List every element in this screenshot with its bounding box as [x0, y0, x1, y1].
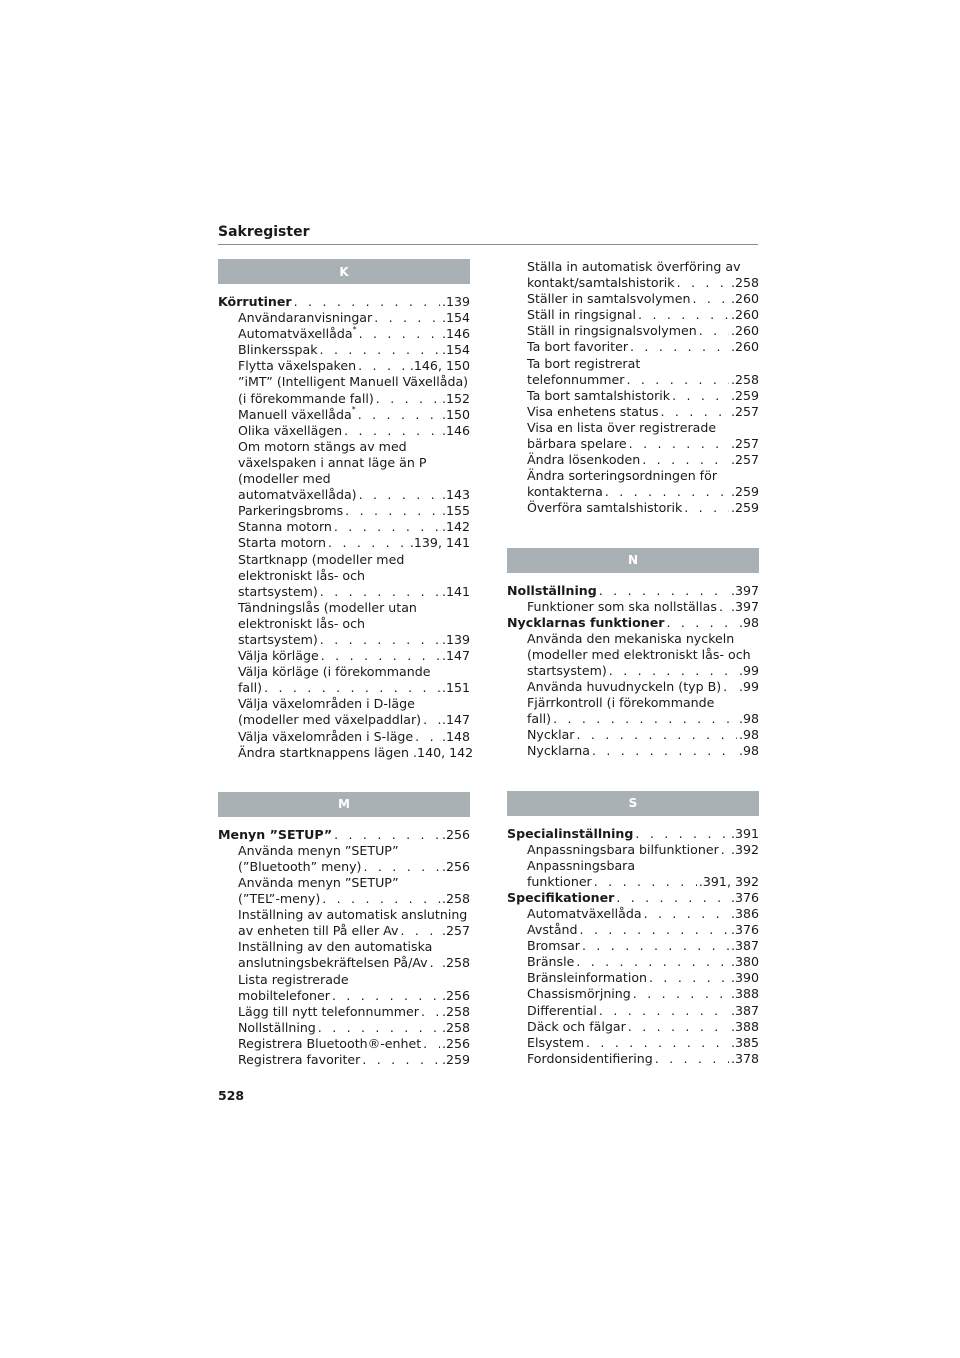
dot-leader — [582, 938, 729, 954]
index-entry-sub — [218, 972, 470, 1004]
index-entry-sub — [507, 291, 759, 307]
index-column-right — [507, 259, 759, 1067]
index-entry-label: Specifikationer — [507, 889, 615, 905]
index-entry-sub — [218, 600, 470, 648]
index-entry-page: .139, 141 — [409, 535, 470, 551]
index-entry-text-line: ”iMT” (Intelligent Manuell Växellåda) — [238, 374, 469, 390]
index-entry-label: Ta bort favoriter — [527, 339, 628, 355]
index-entry-sub — [218, 374, 470, 406]
index-column-left — [218, 259, 474, 1068]
index-entry-sub — [507, 970, 759, 986]
index-entry-page: .260 — [730, 307, 759, 323]
index-entry-sub — [507, 323, 759, 339]
index-entry-sub — [507, 727, 759, 743]
index-entry-label: Fordonsidentifiering — [527, 1050, 653, 1066]
index-entry-page: .256 — [441, 987, 470, 1003]
index-entry-label: Menyn ”SETUP” — [218, 826, 333, 842]
dot-leader — [294, 294, 440, 310]
index-entry-page: .257 — [730, 452, 759, 468]
index-entry-sub — [218, 358, 470, 374]
index-entry-sub — [218, 907, 470, 939]
dot-leader — [594, 874, 697, 890]
index-entry-label: Automatväxellåda* — [238, 325, 357, 342]
index-entry-label: Nollställning — [507, 582, 597, 598]
index-entry-sub — [507, 599, 759, 615]
dot-leader — [635, 826, 729, 842]
index-entry-sub — [507, 842, 759, 858]
dot-leader — [721, 842, 729, 858]
index-entry-label: Registrera favoriter — [238, 1052, 361, 1068]
index-entry-list — [218, 294, 474, 761]
index-entry-sub — [507, 1019, 759, 1035]
index-entry-page: .376 — [730, 922, 759, 938]
index-entry-label: Ta bort samtalshistorik — [527, 387, 671, 403]
dot-leader — [626, 372, 728, 388]
index-entry-sub — [218, 1004, 470, 1020]
dot-leader — [644, 906, 729, 922]
index-entry-page: .387 — [730, 938, 759, 954]
index-entry-text-line: växelspaken i annat läge än P — [238, 454, 427, 470]
index-entry-sub — [218, 843, 470, 875]
index-entry-page: .98 — [738, 711, 759, 727]
index-entry-page: .147 — [441, 712, 470, 728]
index-section — [507, 548, 759, 760]
index-entry-label: kontakt/samtalshistorik — [527, 275, 675, 291]
index-entry-page: .257 — [441, 923, 470, 939]
index-entry-sub — [218, 342, 470, 358]
index-entry-text-line: Om motorn stängs av med — [238, 438, 407, 454]
index-entry-label: Bromsar — [527, 938, 580, 954]
dot-leader — [358, 358, 408, 374]
index-entry-text-line: Ändra sorteringsordningen för — [527, 468, 717, 484]
index-entry-label: av enheten till På eller Av — [238, 923, 399, 939]
dot-leader — [592, 743, 737, 759]
dot-leader — [642, 452, 729, 468]
index-entry-sub — [507, 743, 759, 759]
dot-leader — [358, 407, 440, 423]
index-entry-label: Ställer in samtalsvolymen — [527, 291, 691, 307]
index-entry-sub — [218, 696, 470, 728]
index-entry-text-line: (modeller med — [238, 471, 331, 487]
index-entry-label: telefonnummer — [527, 371, 625, 387]
index-entry-main — [507, 583, 759, 599]
dot-leader — [609, 663, 737, 679]
index-entry-text-line: Lista registrerade — [238, 971, 349, 987]
index-entry-label: Avstånd — [527, 922, 578, 938]
index-entry-label: Elsystem — [527, 1034, 584, 1050]
dot-leader — [376, 391, 440, 407]
index-entry-page: .151 — [441, 680, 470, 696]
index-section — [218, 259, 474, 761]
index-entry-sub — [507, 468, 759, 500]
dot-leader — [638, 307, 729, 323]
index-entry-sub — [507, 858, 759, 890]
index-entry-page: .139 — [441, 294, 470, 309]
index-entry-label: Stanna motorn — [238, 519, 332, 535]
index-entry-label: Ställ in ringsignalsvolymen — [527, 323, 697, 339]
index-entry-page: .150 — [441, 406, 470, 422]
index-entry-page: .380 — [730, 954, 759, 970]
index-entry-page: .256 — [441, 858, 470, 874]
index-entry-sub — [218, 729, 470, 745]
dot-leader — [334, 827, 440, 843]
index-entry-page: .99 — [738, 679, 759, 695]
index-entry-text-line: Använda den mekaniska nyckeln — [527, 630, 735, 646]
dot-leader — [719, 599, 729, 615]
dot-leader — [362, 1052, 440, 1068]
index-entry-label: Starta motorn — [238, 535, 327, 551]
index-entry-label: Blinkersspak — [238, 342, 318, 358]
index-entry-label: (”Bluetooth” meny) — [238, 858, 362, 874]
index-entry-text-line: Använda menyn ”SETUP” — [238, 875, 399, 890]
dot-leader — [401, 923, 440, 939]
dot-leader — [692, 291, 729, 307]
dot-leader — [359, 326, 440, 342]
index-entry-page: .140, 142 — [413, 744, 474, 760]
index-entry-page: .258 — [441, 891, 470, 907]
index-entry-text-line: Välja körläge (i förekommande — [238, 664, 431, 680]
index-entry-page: .154 — [441, 310, 470, 326]
index-entry-label: mobiltelefoner — [238, 987, 330, 1003]
index-entry-label: Däck och fälgar — [527, 1018, 626, 1034]
section-letter-header: M — [218, 792, 470, 817]
dot-leader — [423, 1036, 440, 1052]
index-entry-page: .147 — [441, 648, 470, 664]
index-entry-list-continued — [507, 259, 759, 517]
dot-leader — [423, 712, 440, 728]
index-entry-sub — [218, 326, 470, 342]
index-entry-sub — [218, 875, 470, 907]
index-section — [507, 791, 759, 1067]
index-entry-label: Funktioner som ska nollställas — [527, 598, 717, 614]
dot-leader — [666, 615, 737, 631]
dot-leader — [322, 891, 440, 907]
index-entry-label: fall) — [527, 711, 552, 727]
index-entry-sub — [218, 407, 470, 423]
index-entry-sub — [507, 986, 759, 1002]
index-entry-list — [218, 827, 470, 1068]
index-entry-label: startsystem) — [238, 583, 318, 599]
dot-leader — [328, 535, 408, 551]
index-entry-sub — [507, 922, 759, 938]
index-entry-label: Parkeringsbroms — [238, 503, 344, 519]
index-entry-label: Chassismörjning — [527, 986, 631, 1002]
index-entry-page: .155 — [441, 503, 470, 519]
index-entry-label: Ställ in ringsignal — [527, 307, 637, 323]
index-entry-label: startsystem) — [238, 631, 318, 647]
index-entry-page: .99 — [738, 662, 759, 678]
index-entry-label: Flytta växelspaken — [238, 358, 357, 374]
index-entry-text-line: Tändningslås (modeller utan — [238, 599, 417, 615]
dot-leader — [577, 727, 737, 743]
section-letter-header: S — [507, 791, 759, 816]
index-entry-label: Överföra samtalshistorik — [527, 500, 683, 516]
index-entry-sub — [218, 1052, 470, 1068]
index-entry-list — [507, 826, 759, 1067]
index-entry-sub — [507, 695, 759, 727]
index-entry-label: Körrutiner — [218, 294, 292, 309]
index-entry-page: .154 — [441, 342, 470, 358]
index-entry-label: Lägg till nytt telefonnummer — [238, 1003, 419, 1019]
index-entry-page: .258 — [441, 1019, 470, 1035]
dot-leader — [633, 986, 729, 1002]
index-entry-page: .378 — [730, 1050, 759, 1066]
index-entry-page: .143 — [441, 487, 470, 503]
section-letter-header: N — [507, 548, 759, 573]
index-entry-page: .260 — [730, 339, 759, 355]
index-section — [218, 792, 470, 1068]
dot-leader — [415, 729, 440, 745]
index-entry-main — [507, 890, 759, 906]
index-entry-sub — [507, 500, 759, 516]
index-entry-label: (i förekommande fall) — [238, 390, 374, 406]
index-entry-page: .98 — [738, 727, 759, 743]
index-entry-page: .392 — [730, 841, 759, 857]
index-entry-label: Ändra startknappens lägen — [238, 744, 410, 760]
index-entry-sub — [218, 648, 470, 664]
index-entry-label: Användaranvisningar — [238, 310, 373, 326]
index-entry-sub — [218, 423, 470, 439]
index-entry-page: .388 — [730, 986, 759, 1002]
index-entry-sub — [507, 388, 759, 404]
dot-leader — [630, 339, 729, 355]
index-entry-sub — [507, 631, 759, 679]
index-entry-label: Välja växelområden i S-läge — [238, 728, 414, 744]
index-entry-text-line: elektroniskt lås- och — [238, 615, 366, 631]
index-entry-sub — [218, 1020, 470, 1036]
index-entry-sub — [507, 906, 759, 922]
index-entry-page: .390 — [730, 970, 759, 986]
dot-leader — [684, 500, 729, 516]
index-entry-text-line: Visa en lista över registrerade — [527, 419, 717, 435]
index-entry-page: .376 — [730, 889, 759, 905]
index-entry-sub — [218, 535, 470, 551]
index-entry-sub — [218, 439, 470, 503]
index-entry-sub — [218, 744, 474, 761]
dot-leader — [363, 859, 439, 875]
dot-leader — [649, 970, 729, 986]
index-entry-sub — [507, 938, 759, 954]
dot-leader — [605, 484, 729, 500]
index-entry-label: Bränsleinformation — [527, 970, 648, 986]
index-entry-label: Registrera Bluetooth®-enhet — [238, 1035, 422, 1051]
index-entry-label: anslutningsbekräftelsen På/Av — [238, 955, 428, 971]
index-entry-label: (”TEL”-meny) — [238, 891, 321, 907]
dot-leader — [421, 1004, 440, 1020]
dot-leader — [723, 679, 737, 695]
index-entry-label: Olika växellägen — [238, 422, 343, 438]
index-entry-main — [507, 615, 759, 631]
index-entry-page: .257 — [730, 436, 759, 452]
index-entry-label: (modeller med växelpaddlar) — [238, 712, 422, 728]
index-entry-page: .258 — [730, 371, 759, 387]
index-entry-text-line: Inställning av den automatiska — [238, 939, 433, 955]
index-entry-page: .397 — [730, 582, 759, 598]
index-entry-sub — [507, 420, 759, 452]
index-entry-sub — [218, 519, 470, 535]
dot-leader — [430, 955, 440, 971]
dot-leader — [320, 342, 440, 358]
index-entry-label: Använda huvudnyckeln (typ B) — [527, 679, 722, 695]
dot-leader — [344, 423, 440, 439]
index-entry-text-line: (modeller med elektroniskt lås- och — [527, 646, 751, 662]
index-entry-page: .397 — [730, 598, 759, 614]
index-entry-sub — [218, 310, 470, 326]
index-entry-sub — [507, 404, 759, 420]
index-entry-sub — [507, 452, 759, 468]
index-entry-page: .257 — [730, 403, 759, 419]
page-number: 528 — [218, 1088, 245, 1103]
index-entry-sub — [218, 552, 470, 600]
index-entry-text-line: Ta bort registrerat — [527, 355, 641, 371]
page-title: Sakregister — [218, 224, 310, 240]
index-entry-page: .98 — [738, 614, 759, 630]
index-entry-sub — [507, 1051, 759, 1067]
index-entry-text-line: Ställa in automatisk överföring av — [527, 259, 741, 274]
index-entry-sub — [507, 356, 759, 388]
index-entry-label: startsystem) — [527, 662, 607, 678]
dot-leader — [321, 648, 440, 664]
index-entry-text-line: Anpassningsbara — [527, 857, 636, 873]
title-divider — [218, 244, 758, 245]
index-entry-sub — [507, 259, 759, 291]
index-entry-text-line: Startknapp (modeller med — [238, 551, 405, 567]
index-entry-page: .391 — [730, 825, 759, 841]
section-letter-header: K — [218, 259, 470, 284]
index-entry-page: .141 — [441, 583, 470, 599]
index-entry-label: Ändra lösenkoden — [527, 452, 641, 468]
index-entry-text-line: Välja växelområden i D-läge — [238, 696, 415, 712]
index-entry-page: .98 — [738, 743, 759, 759]
index-entry-label: Bränsle — [527, 954, 575, 970]
dot-leader — [553, 711, 737, 727]
index-entry-sub — [507, 1035, 759, 1051]
index-entry-label: Differential — [527, 1002, 597, 1018]
index-entry-page: .142 — [441, 519, 470, 535]
dot-leader — [599, 1003, 729, 1019]
dot-leader — [699, 323, 729, 339]
dot-leader — [576, 954, 729, 970]
index-entry-page: .259 — [730, 484, 759, 500]
dot-leader — [629, 436, 729, 452]
index-entry-page: .258 — [441, 955, 470, 971]
index-entry-page: .256 — [441, 826, 470, 842]
index-entry-label: Automatväxellåda — [527, 906, 642, 921]
index-entry-page: .259 — [730, 500, 759, 516]
index-entry-page: .260 — [730, 323, 759, 339]
dot-leader — [677, 275, 729, 291]
index-entry-label: Nycklarna — [527, 743, 590, 759]
index-entry-page: .259 — [730, 387, 759, 403]
index-entry-sub — [507, 1003, 759, 1019]
index-entry-sub — [218, 939, 470, 971]
index-entry-list — [507, 583, 759, 760]
index-entry-label: Nollställning — [238, 1019, 316, 1035]
index-entry-page: .258 — [441, 1003, 470, 1019]
index-entry-label: Välja körläge — [238, 648, 319, 664]
dot-leader — [628, 1019, 729, 1035]
index-entry-text-line: Inställning av automatisk anslutning — [238, 907, 468, 923]
index-entry-label: Specialinställning — [507, 825, 634, 841]
index-entry-main — [507, 826, 759, 842]
index-entry-page: .146 — [441, 326, 470, 342]
dot-leader — [359, 487, 440, 503]
index-entry-sub — [507, 954, 759, 970]
index-entry-label: automatväxellåda) — [238, 487, 357, 503]
index-entry-page: .391, 392 — [698, 873, 759, 889]
dot-leader — [672, 388, 729, 404]
dot-leader — [616, 890, 729, 906]
index-entry-text-line: Fjärrkontroll (i förekommande — [527, 695, 715, 711]
index-entry-sub — [218, 1036, 470, 1052]
index-entry-page: .146 — [441, 422, 470, 438]
index-entry-label: kontakterna — [527, 484, 603, 500]
index-entry-page: .139 — [441, 631, 470, 647]
index-entry-sub — [507, 679, 759, 695]
dot-leader — [655, 1051, 729, 1067]
index-entry-page: .148 — [441, 728, 470, 744]
index-entry-page: .387 — [730, 1002, 759, 1018]
index-entry-label: Nycklar — [527, 727, 575, 743]
dot-leader — [586, 1035, 729, 1051]
index-entry-page: .152 — [441, 390, 470, 406]
dot-leader — [334, 519, 440, 535]
dot-leader — [320, 632, 440, 648]
index-entry-page: .385 — [730, 1034, 759, 1050]
index-entry-text-line: elektroniskt lås- och — [238, 567, 366, 583]
dot-leader — [345, 503, 440, 519]
index-entry-sub — [507, 307, 759, 323]
index-entry-label: funktioner — [527, 873, 592, 889]
dot-leader — [580, 922, 729, 938]
index-entry-label: Visa enhetens status — [527, 403, 659, 419]
dot-leader — [264, 680, 440, 696]
index-entry-page: .146, 150 — [409, 358, 470, 374]
index-entry-label: Nycklarnas funktioner — [507, 614, 665, 630]
index-entry-label: Manuell växellåda* — [238, 405, 356, 422]
index-entry-sub — [507, 339, 759, 355]
index-entry-label: fall) — [238, 680, 263, 696]
dot-leader — [320, 584, 440, 600]
index-entry-label: Anpassningsbara bilfunktioner — [527, 841, 719, 857]
index-entry-main — [218, 294, 470, 310]
index-entry-text-line: Använda menyn ”SETUP” — [238, 842, 399, 858]
index-entry-page: .258 — [730, 275, 759, 291]
dot-leader — [374, 310, 440, 326]
dot-leader — [318, 1020, 440, 1036]
index-entry-page: .386 — [730, 906, 759, 921]
index-entry-page: .256 — [441, 1035, 470, 1051]
dot-leader — [332, 988, 440, 1004]
index-entry-page: .259 — [441, 1052, 470, 1068]
index-entry-page: .388 — [730, 1018, 759, 1034]
index-entry-page: .260 — [730, 291, 759, 307]
index-entry-sub — [218, 503, 470, 519]
index-entry-sub — [218, 664, 470, 696]
dot-leader — [661, 404, 729, 420]
index-entry-label: bärbara spelare — [527, 436, 627, 452]
index-entry-main — [218, 827, 470, 843]
dot-leader — [599, 583, 729, 599]
